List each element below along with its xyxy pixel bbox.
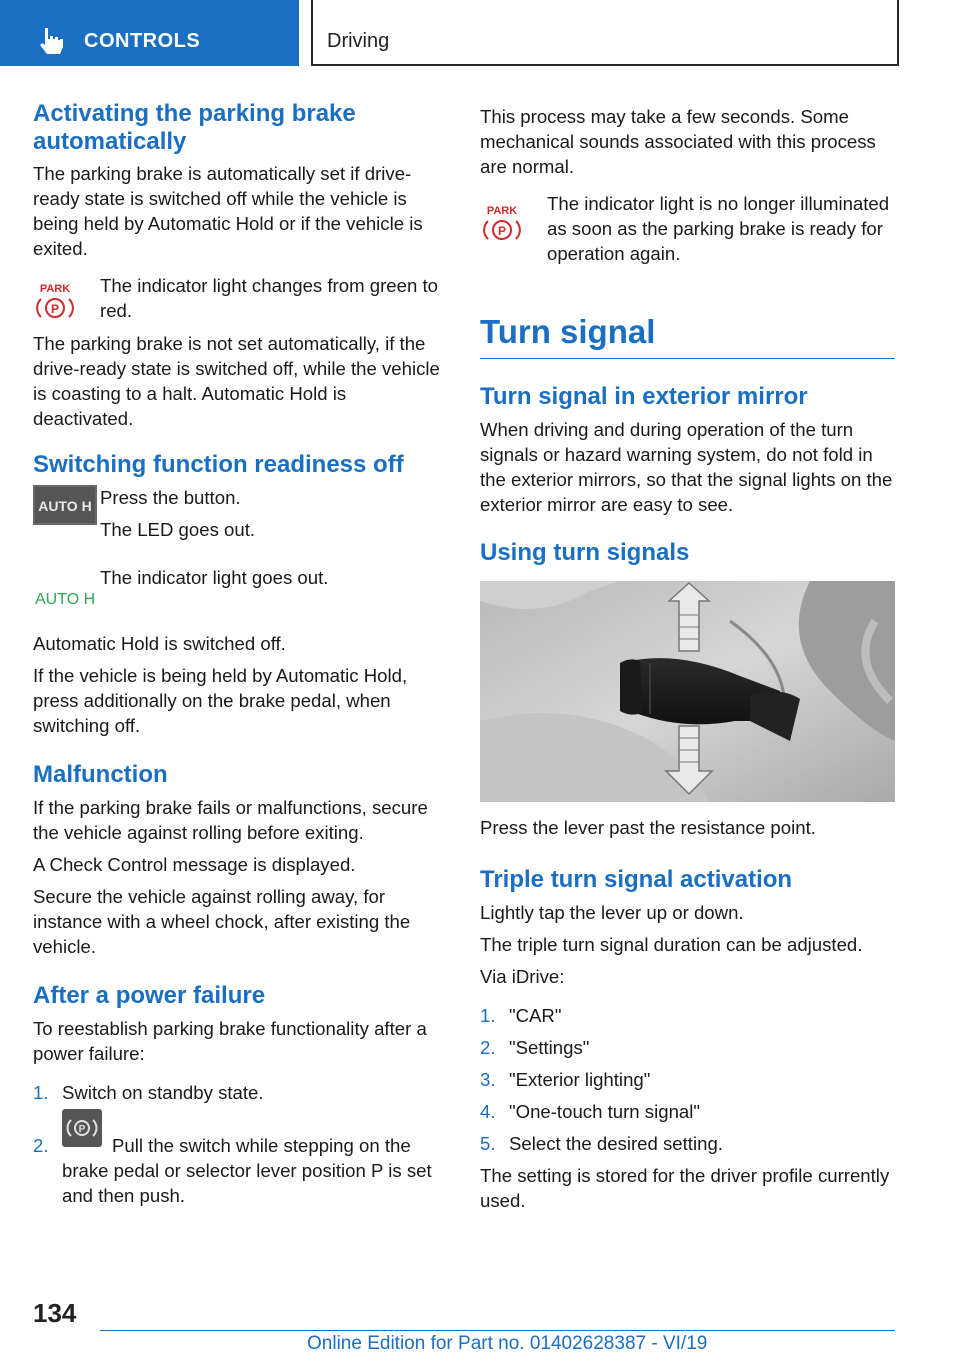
heading-power-failure: After a power failure [33, 982, 266, 1009]
heading-turn-signal: Turn signal [480, 313, 656, 350]
list-text: "Settings" [509, 1037, 590, 1058]
section-header [311, 0, 899, 66]
paragraph: The triple turn signal duration can be adjusted. [480, 934, 863, 955]
section-title: Driving [327, 30, 390, 52]
footer-divider [100, 1330, 895, 1331]
autoh-indicator-icon [33, 589, 96, 609]
paragraph: The LED goes out. [100, 519, 256, 540]
paragraph: Automatic Hold is switched off. [33, 633, 286, 654]
chapter-title: CONTROLS [84, 30, 201, 52]
edition-note: Online Edition for Part no. 01402628387 - VI/19 [307, 1333, 708, 1354]
paragraph: Lightly tap the lever up or down. [480, 902, 744, 923]
autoh-indicator-row [33, 565, 445, 613]
paragraph: The indicator light goes out. [100, 567, 329, 588]
list-text: Select the desired setting. [509, 1133, 723, 1154]
paragraph: A Check Control message is displayed. [33, 854, 356, 875]
park-indicator-icon [480, 203, 524, 243]
paragraph: Press the button. [100, 487, 241, 508]
list-number: 2. [33, 1135, 49, 1156]
svg-text:P: P [497, 224, 507, 238]
park-indicator-icon [33, 281, 77, 321]
list-number: 2. [480, 1037, 496, 1058]
list-text: "CAR" [509, 1005, 562, 1026]
chapter-tab[interactable] [0, 0, 299, 66]
heading-switching-off: Switching function readiness off [33, 451, 404, 478]
autoh-button-row [33, 485, 445, 542]
list-number: 5. [480, 1133, 496, 1154]
list-item [480, 1099, 895, 1124]
list-item [33, 1119, 445, 1208]
list-item [480, 1131, 895, 1156]
right-column [480, 104, 895, 1213]
list-item [480, 1035, 895, 1060]
list-number: 3. [480, 1069, 496, 1090]
paragraph: The parking brake is automatically set if drive-ready state is switched off while the vehicle is being held by Automatic Hold or if the vehicle is exited. [33, 163, 423, 259]
heading-using-signals: Using turn signals [480, 539, 690, 566]
heading-malfunction: Malfunction [33, 761, 168, 788]
paragraph: This process may take a few seconds. Some mechanical sounds associated with this process are normal. [480, 106, 876, 177]
heading-triple-signal: Triple turn signal activation [480, 866, 793, 893]
paragraph: The indicator light is no longer illuminated as soon as the parking brake is ready for operation again. [547, 193, 890, 264]
paragraph: If the vehicle is being held by Automatic Hold, press additionally on the brake pedal, when switching off. [33, 665, 408, 736]
paragraph: Press the lever past the resistance point. [480, 817, 816, 838]
paragraph: The indicator light changes from green to red. [100, 275, 438, 321]
list-text: Switch on standby state. [62, 1082, 264, 1103]
list-text: "Exterior lighting" [509, 1069, 651, 1090]
pointing-hand-icon [36, 26, 66, 56]
list-text: "One-touch turn signal" [509, 1101, 700, 1122]
heading-mirror-signal: Turn signal in exterior mirror [480, 383, 808, 410]
parking-brake-switch-icon [62, 1109, 102, 1147]
list-item [33, 1080, 445, 1105]
svg-text:P: P [50, 302, 60, 316]
list-number: 1. [33, 1082, 49, 1103]
heading-auto-activation: Activating the parking brake automatically [33, 100, 356, 155]
turn-signal-lever-photo [480, 581, 895, 802]
paragraph: To reestablish parking brake functionality after a power failure: [33, 1018, 427, 1064]
list-text: Pull the switch while stepping on the brake pedal or selector lever position P is set and then push. [62, 1135, 432, 1206]
park-indicator-row [480, 191, 895, 266]
park-label: PARK [486, 205, 518, 217]
chapter-heading-block [480, 312, 895, 359]
left-column [33, 100, 445, 1208]
autoh-button-label: AUTO H [38, 498, 92, 514]
list-item [480, 1067, 895, 1092]
paragraph: Via iDrive: [480, 966, 565, 987]
paragraph: If the parking brake fails or malfunctions, secure the vehicle against rolling before exiting. [33, 797, 428, 843]
autoh-indicator-label: AUTO H [35, 591, 96, 608]
list-number: 1. [480, 1005, 496, 1026]
paragraph: When driving and during operation of the turn signals or hazard warning system, do not fold in the exterior mirrors, so that the signal lights on the exterior mirror are easy to see. [480, 419, 893, 515]
autoh-button-icon [33, 485, 97, 525]
park-label: PARK [39, 283, 71, 295]
park-indicator-row [33, 273, 445, 323]
paragraph: The setting is stored for the driver profile currently used. [480, 1165, 890, 1211]
paragraph: The parking brake is not set automatically, if the drive-ready state is switched off, while the vehicle is coasting to a halt. Automatic Hold is deactivated. [33, 333, 440, 429]
list-item [480, 1003, 895, 1028]
paragraph: Secure the vehicle against rolling away, for instance with a wheel chock, after existing the vehicle. [33, 886, 411, 957]
page-number: 134 [33, 1298, 77, 1328]
list-number: 4. [480, 1101, 496, 1122]
svg-text:P: P [78, 1124, 86, 1135]
